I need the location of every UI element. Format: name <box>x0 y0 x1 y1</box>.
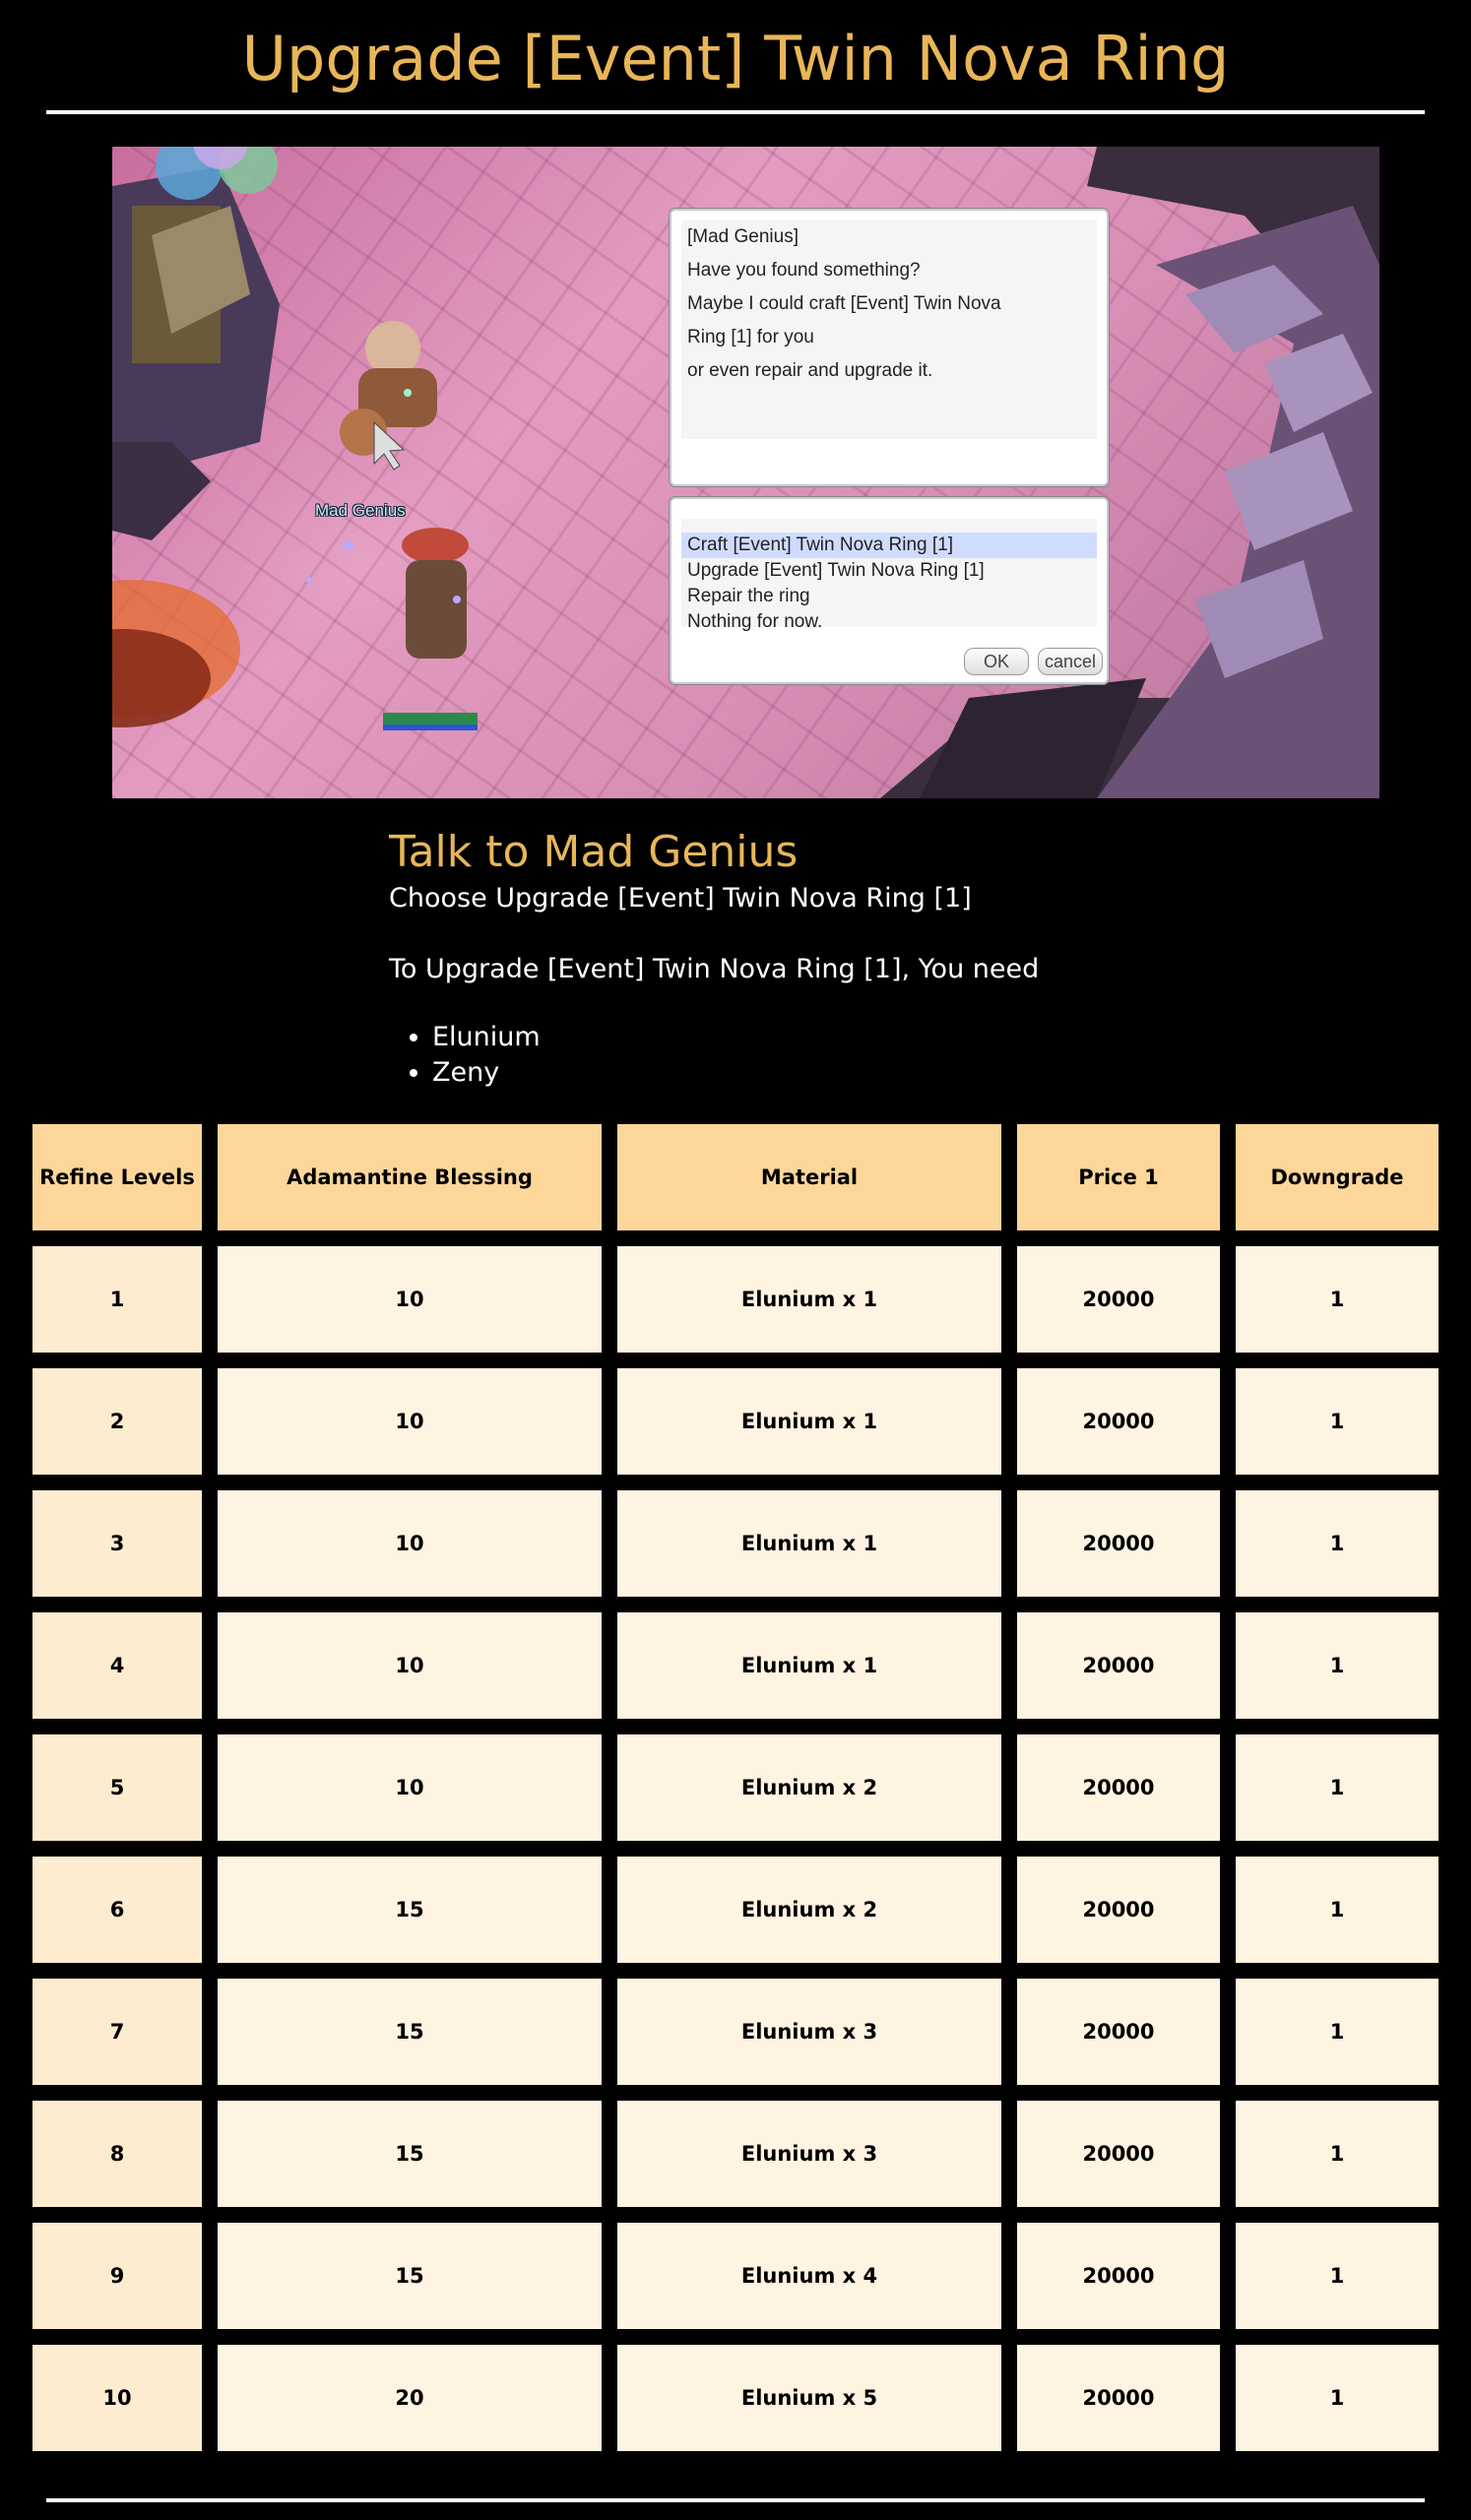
dialog-line: Have you found something? <box>687 260 921 281</box>
requirement-item: • Zeny <box>432 1055 541 1091</box>
cell-price: 20000 <box>1017 1368 1220 1475</box>
cell-downgrade: 1 <box>1236 1612 1439 1719</box>
cell-material: Elunium x 1 <box>617 1612 1001 1719</box>
cell-material: Elunium x 1 <box>617 1490 1001 1597</box>
cell-price: 20000 <box>1017 2223 1220 2329</box>
table-row <box>32 1612 1439 1719</box>
cell-material: Elunium x 2 <box>617 1734 1001 1841</box>
cell-material: Elunium x 1 <box>617 1368 1001 1475</box>
cell-refine-level: 6 <box>32 1857 202 1963</box>
table-row <box>32 1490 1439 1597</box>
cell-adamantine-blessing: 15 <box>218 2223 602 2329</box>
cell-price: 20000 <box>1017 1857 1220 1963</box>
game-screenshot <box>112 147 1379 798</box>
table-row <box>32 1734 1439 1841</box>
cell-refine-level: 4 <box>32 1612 202 1719</box>
table-row <box>32 2223 1439 2329</box>
table-header-row <box>32 1124 1439 1230</box>
cell-price: 20000 <box>1017 2345 1220 2451</box>
dialog-line: Ring [1] for you <box>687 327 814 347</box>
npc-name-label: Mad Genius <box>315 501 406 520</box>
cell-refine-level: 9 <box>32 2223 202 2329</box>
page-title: Upgrade [Event] Twin Nova Ring <box>241 23 1230 94</box>
header-material: Material <box>617 1124 1001 1230</box>
cell-adamantine-blessing: 15 <box>218 1857 602 1963</box>
cell-downgrade: 1 <box>1236 1368 1439 1475</box>
cell-material: Elunium x 5 <box>617 2345 1001 2451</box>
header-refine-levels: Refine Levels <box>32 1124 202 1230</box>
requirement-item: • Elunium <box>432 1020 541 1055</box>
table-row <box>32 2101 1439 2207</box>
npc-menu-list <box>681 519 1097 632</box>
dialog-line: [Mad Genius] <box>687 226 799 247</box>
cell-material: Elunium x 2 <box>617 1857 1001 1963</box>
menu-option-nothing[interactable]: Nothing for now. <box>687 611 823 632</box>
requirements-list <box>389 1020 541 1091</box>
cell-material: Elunium x 3 <box>617 1979 1001 2085</box>
cell-adamantine-blessing: 15 <box>218 2101 602 2207</box>
menu-option-repair[interactable]: Repair the ring <box>687 586 810 606</box>
top-divider <box>46 110 1425 114</box>
ok-button[interactable]: OK <box>964 648 1029 675</box>
cell-downgrade: 1 <box>1236 1979 1439 2085</box>
cancel-button[interactable]: cancel <box>1038 648 1103 675</box>
cell-refine-level: 10 <box>32 2345 202 2451</box>
cell-downgrade: 1 <box>1236 2101 1439 2207</box>
table-row <box>32 1979 1439 2085</box>
cell-adamantine-blessing: 10 <box>218 1246 602 1353</box>
npc-dialog-window <box>670 209 1109 486</box>
cell-downgrade: 1 <box>1236 1734 1439 1841</box>
header-downgrade: Downgrade <box>1236 1124 1439 1230</box>
cell-downgrade: 1 <box>1236 1490 1439 1597</box>
cell-adamantine-blessing: 10 <box>218 1368 602 1475</box>
cell-adamantine-blessing: 10 <box>218 1490 602 1597</box>
table-row <box>32 1368 1439 1475</box>
refine-table <box>17 1108 1454 2467</box>
cell-downgrade: 1 <box>1236 1857 1439 1963</box>
cell-downgrade: 1 <box>1236 1246 1439 1353</box>
cell-refine-level: 1 <box>32 1246 202 1353</box>
cell-price: 20000 <box>1017 1246 1220 1353</box>
requirements-intro: To Upgrade [Event] Twin Nova Ring [1], You need <box>389 954 1040 984</box>
cell-adamantine-blessing: 20 <box>218 2345 602 2451</box>
table-row <box>32 2345 1439 2451</box>
npc-menu-window <box>670 497 1109 684</box>
cell-price: 20000 <box>1017 1734 1220 1841</box>
table-row <box>32 1246 1439 1353</box>
step-heading: Talk to Mad Genius <box>389 827 799 877</box>
cell-price: 20000 <box>1017 2101 1220 2207</box>
cell-material: Elunium x 4 <box>617 2223 1001 2329</box>
cell-downgrade: 1 <box>1236 2345 1439 2451</box>
cell-refine-level: 3 <box>32 1490 202 1597</box>
cell-adamantine-blessing: 10 <box>218 1612 602 1719</box>
dialog-line: Maybe I could craft [Event] Twin Nova <box>687 293 1001 314</box>
dialog-line: or even repair and upgrade it. <box>687 360 933 381</box>
table-row <box>32 1857 1439 1963</box>
header-price: Price 1 <box>1017 1124 1220 1230</box>
cell-refine-level: 2 <box>32 1368 202 1475</box>
cell-refine-level: 5 <box>32 1734 202 1841</box>
choose-instruction: Choose Upgrade [Event] Twin Nova Ring [1] <box>389 883 972 914</box>
menu-option-craft[interactable]: Craft [Event] Twin Nova Ring [1] <box>681 533 1097 558</box>
cell-downgrade: 1 <box>1236 2223 1439 2329</box>
header-adamantine-blessing: Adamantine Blessing <box>218 1124 602 1230</box>
cell-adamantine-blessing: 15 <box>218 1979 602 2085</box>
menu-option-upgrade[interactable]: Upgrade [Event] Twin Nova Ring [1] <box>687 560 985 581</box>
cell-adamantine-blessing: 10 <box>218 1734 602 1841</box>
cell-price: 20000 <box>1017 1979 1220 2085</box>
npc-dialog-text <box>681 220 1097 439</box>
cell-price: 20000 <box>1017 1612 1220 1719</box>
cell-refine-level: 8 <box>32 2101 202 2207</box>
bottom-divider <box>46 2498 1425 2502</box>
cell-price: 20000 <box>1017 1490 1220 1597</box>
cell-material: Elunium x 3 <box>617 2101 1001 2207</box>
cell-material: Elunium x 1 <box>617 1246 1001 1353</box>
cell-refine-level: 7 <box>32 1979 202 2085</box>
